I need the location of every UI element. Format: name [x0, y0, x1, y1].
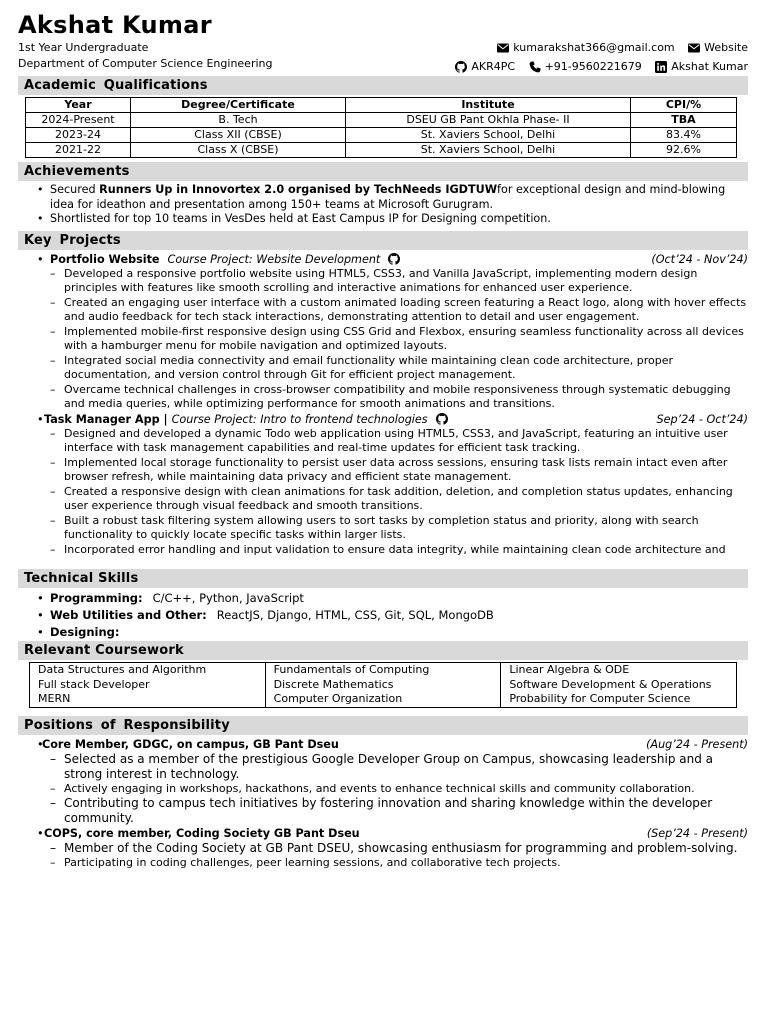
project-points	[18, 427, 748, 558]
table-row	[30, 663, 737, 678]
list-item: – Implemented local storage functionality to persist user data across sessions, ensuring task lists remain intact even after browser refresh, while maintaining data privacy and efficient state management.	[18, 456, 748, 485]
position-title: • Core Member, GDGC, on campus, GB Pant Dseu	[42, 737, 339, 751]
skill-programming	[18, 590, 748, 607]
position-date: (Aug’24 - Present)	[646, 737, 748, 751]
candidate-name: Akshat Kumar	[18, 11, 212, 39]
section-title: Relevant Coursework	[24, 643, 184, 658]
list-item: – Developed a responsive portfolio website using HTML5, CSS3, and Vanilla JavaScript, implementing modern design principles with features like smooth scrolling and interactive animations for enhanced user experience.	[18, 267, 748, 296]
linkedin-link[interactable]	[655, 59, 748, 75]
linkedin-icon	[655, 61, 667, 73]
github-icon[interactable]	[436, 413, 448, 425]
skill-label: Programming:	[50, 591, 143, 605]
course-cell: MERN	[30, 692, 266, 707]
github-icon	[455, 61, 467, 73]
project-heading	[18, 412, 748, 427]
section-title: Achievements	[24, 164, 130, 179]
achievement-text: for exceptional design and mind-blowing idea for ideathon and presentation among 150+ teams at Microsoft Gurugram.	[50, 183, 726, 211]
phone-text: +91-9560221679	[544, 60, 642, 73]
position-title: • COPS, core member, Coding Society GB Pant Dseu	[44, 827, 360, 841]
coursework-table	[29, 662, 737, 708]
achievements-list	[18, 183, 748, 227]
course-cell: Software Development & Operations	[501, 678, 737, 693]
list-item: – Selected as a member of the prestigious Google Developer Group on Campus, showcasing leadership and a strong interest in technology.	[18, 752, 748, 782]
table-row	[26, 143, 737, 158]
table-header-row	[26, 98, 737, 113]
skills-list	[18, 590, 748, 641]
department: Department of Computer Science Engineering	[18, 57, 273, 70]
section-academic-qualifications	[18, 76, 748, 95]
section-title: Key Projects	[24, 232, 121, 248]
section-title: Positions of Responsibility	[24, 717, 230, 733]
cell-degree: Class X (CBSE)	[131, 143, 346, 158]
list-item: – Contributing to campus tech initiatives by fostering innovation and sharing knowledge within the developer community.	[18, 796, 748, 826]
course-cell: Data Structures and Algorithm	[30, 663, 266, 678]
position-date: (Sep’24 - Present)	[646, 827, 748, 841]
project-heading	[18, 252, 748, 267]
col-cpi: CPI/%	[631, 98, 737, 113]
cell-degree: B. Tech	[131, 113, 346, 128]
table-row	[30, 678, 737, 693]
position-points	[18, 841, 748, 871]
list-item: • Shortlisted for top 10 teams in VesDes held at East Campus IP for Designing competition.	[18, 212, 748, 227]
list-item: – Implemented mobile-first responsive design using CSS Grid and Flexbox, ensuring seamless functionality across all devices with a hamburger menu for mobile navigation and optimized layouts.	[18, 325, 748, 354]
email-text: kumarakshat366@gmail.com	[513, 41, 675, 54]
skill-value: ReactJS, Django, HTML, CSS, Git, SQL, MongoDB	[216, 608, 494, 622]
list-item: – Designed and developed a dynamic Todo web application using HTML5, CSS3, and JavaScript, featuring an intuitive user interface with task management capabilities and real-time updates for efficient task tracking.	[18, 427, 748, 456]
position-heading	[18, 826, 748, 841]
cell-cpi: TBA	[631, 113, 737, 128]
project-title: • Task Manager App |	[44, 412, 168, 426]
position-points	[18, 752, 748, 827]
phone-link[interactable]	[529, 59, 642, 75]
list-item: – Member of the Coding Society at GB Pant DSEU, showcasing enthusiasm for programming and problem-solving.	[18, 841, 748, 856]
list-item	[18, 183, 748, 212]
section-achievements	[18, 162, 748, 181]
col-institute: Institute	[346, 98, 631, 113]
envelope-icon	[688, 42, 700, 54]
course-cell: Computer Organization	[265, 692, 501, 707]
list-item: – Actively engaging in workshops, hackathons, and events to enhance technical skills and community collaboration.	[18, 782, 748, 797]
cell-year: 2021-22	[26, 143, 131, 158]
cell-cpi: 83.4%	[631, 128, 737, 143]
course-cell: Linear Algebra & ODE	[501, 663, 737, 678]
email-link[interactable]	[497, 40, 674, 56]
cell-institute: DSEU GB Pant Okhla Phase- II	[346, 113, 631, 128]
skill-designing	[18, 624, 748, 641]
section-technical-skills	[18, 569, 748, 588]
cell-year: 2023-24	[26, 128, 131, 143]
section-title: Academic Qualifications	[24, 78, 208, 93]
academic-table	[25, 97, 737, 158]
position-heading	[18, 737, 748, 752]
col-year: Year	[26, 98, 131, 113]
github-link[interactable]	[455, 59, 515, 75]
spacer	[18, 557, 748, 565]
resume-header	[18, 10, 748, 72]
skill-web	[18, 607, 748, 624]
course-cell: Fundamentals of Computing	[265, 663, 501, 678]
table-row	[26, 113, 737, 128]
achievement-text: Secured	[50, 183, 100, 196]
cell-institute: St. Xaviers School, Delhi	[346, 143, 631, 158]
linkedin-text: Akshat Kumar	[671, 60, 748, 73]
contact-block	[445, 40, 748, 78]
github-icon[interactable]	[388, 253, 400, 265]
list-item: – Built a robust task filtering system allowing users to sort tasks by completion status and priority, along with search functionality to quickly locate specific tasks within larger lists.	[18, 514, 748, 543]
list-item: – Created a responsive design with clean animations for task addition, deletion, and completion status updates, enhancing user experience through visual feedback and smooth transitions.	[18, 485, 748, 514]
project-course: Course Project: Website Development	[167, 252, 381, 266]
skill-label: Designing:	[50, 625, 120, 639]
section-title: Technical Skills	[24, 571, 139, 586]
project-date: (Oct’24 - Nov’24)	[651, 252, 748, 266]
skill-label: Web Utilities and Other:	[50, 608, 207, 622]
project-points	[18, 267, 748, 412]
list-item: – Incorporated error handling and input validation to ensure data integrity, while maintaining clean code architecture and	[18, 543, 748, 558]
list-item: – Integrated social media connectivity and email functionality while maintaining clean code architecture, proper documentation, and version control through Git for efficient project management.	[18, 354, 748, 383]
project-title: • Portfolio Website	[50, 252, 160, 266]
table-row	[26, 128, 737, 143]
cell-cpi: 92.6%	[631, 143, 737, 158]
website-link[interactable]	[688, 40, 748, 56]
project-course: Course Project: Intro to frontend technologies	[171, 412, 428, 426]
course-cell: Discrete Mathematics	[265, 678, 501, 693]
phone-icon	[529, 61, 541, 73]
section-key-projects	[18, 231, 748, 250]
list-item: – Created an engaging user interface with a custom animated loading screen featuring a React logo, along with hover effects and audio feedback for tech stack interactions, demonstrating attention to detail and user engagement.	[18, 296, 748, 325]
section-relevant-coursework	[18, 641, 748, 660]
website-text: Website	[704, 41, 748, 54]
cell-degree: Class XII (CBSE)	[131, 128, 346, 143]
skill-value: C/C++, Python, JavaScript	[152, 591, 304, 605]
project-date: Sep’24 - Oct’24)	[656, 412, 748, 426]
col-degree: Degree/Certificate	[131, 98, 346, 113]
list-item: – Participating in coding challenges, peer learning sessions, and collaborative tech projects.	[18, 856, 748, 871]
list-item: – Overcame technical challenges in cross-browser compatibility and mobile responsiveness through systematic debugging and media queries, while optimizing performance for smooth animations and transitions.	[18, 383, 748, 412]
section-positions-of-responsibility	[18, 716, 748, 735]
cell-institute: St. Xaviers School, Delhi	[346, 128, 631, 143]
table-row	[30, 692, 737, 707]
course-cell: Full stack Developer	[30, 678, 266, 693]
course-cell: Probability for Computer Science	[501, 692, 737, 707]
cell-year: 2024-Present	[26, 113, 131, 128]
year-of-study: 1st Year Undergraduate	[18, 41, 149, 54]
github-text: AKR4PC	[471, 60, 516, 73]
envelope-icon	[497, 42, 509, 54]
achievement-highlight: Runners Up in Innovortex 2.0 organised by TechNeeds IGDTUW	[99, 183, 498, 196]
